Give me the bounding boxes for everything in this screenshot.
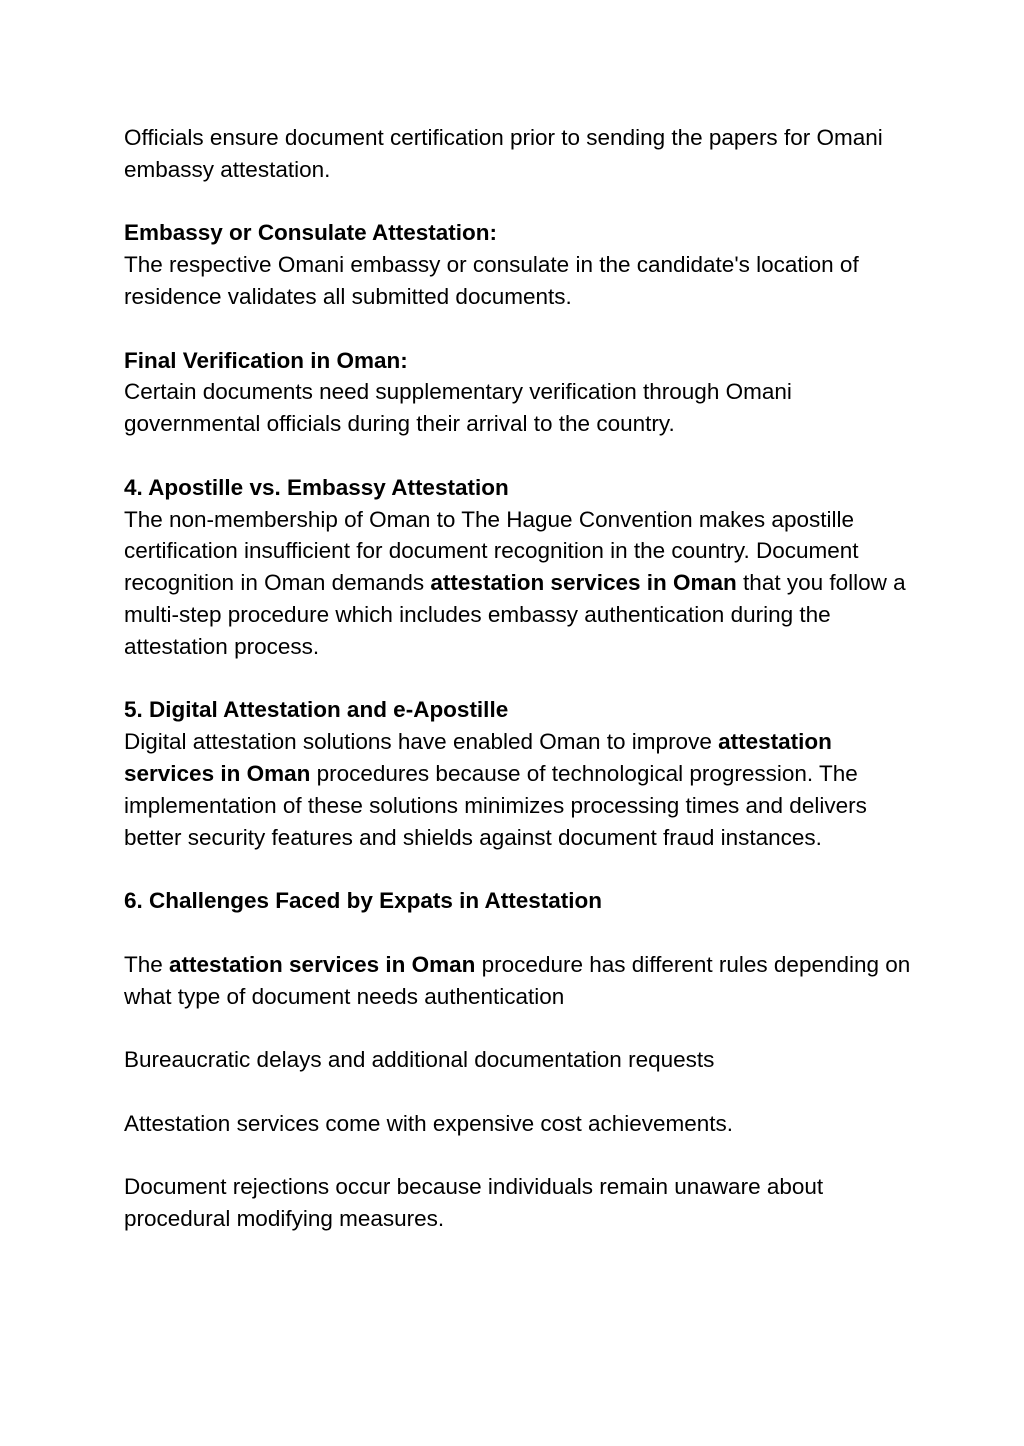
challenge-item-1-start: The: [124, 951, 170, 977]
digital-attestation-section: [124, 694, 914, 853]
challenge-item-2: Bureaucratic delays and additional documentation requests: [124, 1047, 715, 1073]
apostille-section: [124, 472, 914, 663]
digital-attestation-body-start: Digital attestation solutions have enabled Oman to improve: [124, 729, 719, 755]
final-verification-body: Certain documents need supplementary verification through Omani governmental officials during their arrival to the country.: [124, 379, 792, 437]
final-verification-section: [124, 345, 914, 440]
apostille-body-emphasis: attestation services in Oman: [430, 570, 737, 596]
digital-attestation-heading: 5. Digital Attestation and e-Apostille: [124, 697, 509, 723]
challenges-heading: 6. Challenges Faced by Expats in Attestation: [124, 888, 603, 914]
intro-paragraph: Officials ensure document certification prior to sending the papers for Omani embassy attestation.: [124, 125, 883, 182]
apostille-body-end: that you follow a multi-step procedure which includes embassy authentication during the attestation process.: [124, 570, 906, 659]
embassy-attestation-section: [124, 217, 914, 312]
challenge-item-1-end: procedure has different rules depending on what type of document needs authentication: [124, 951, 911, 1009]
final-verification-heading: Final Verification in Oman:: [124, 347, 408, 373]
challenges-heading-paragraph: [124, 885, 914, 917]
digital-attestation-body-end: procedures because of technological progression. The implementation of these solutions minimizes processing times and delivers better security features and shields against document fraud instances.: [124, 760, 867, 850]
digital-attestation-body-emphasis: attestation services in Oman: [124, 729, 832, 786]
embassy-attestation-body: The respective Omani embassy or consulate in the candidate's location of residence validates all submitted documents.: [124, 252, 859, 309]
challenge-item-1-emphasis: attestation services in Oman: [169, 951, 476, 977]
challenge-item-3: Attestation services come with expensive cost achievements.: [124, 1110, 734, 1136]
embassy-attestation-heading: Embassy or Consulate Attestation:: [124, 220, 497, 246]
document-page: [124, 122, 914, 1235]
apostille-body-start: The non-membership of Oman to The Hague Convention makes apostille certification insufficient for document recognition in the country. Document recognition in Oman demands: [124, 506, 859, 596]
challenge-item-1: [124, 949, 914, 1013]
challenge-item-4: Document rejections occur because individuals remain unaware about procedural modifying measures.: [124, 1174, 824, 1232]
apostille-heading: 4. Apostille vs. Embassy Attestation: [124, 474, 509, 500]
